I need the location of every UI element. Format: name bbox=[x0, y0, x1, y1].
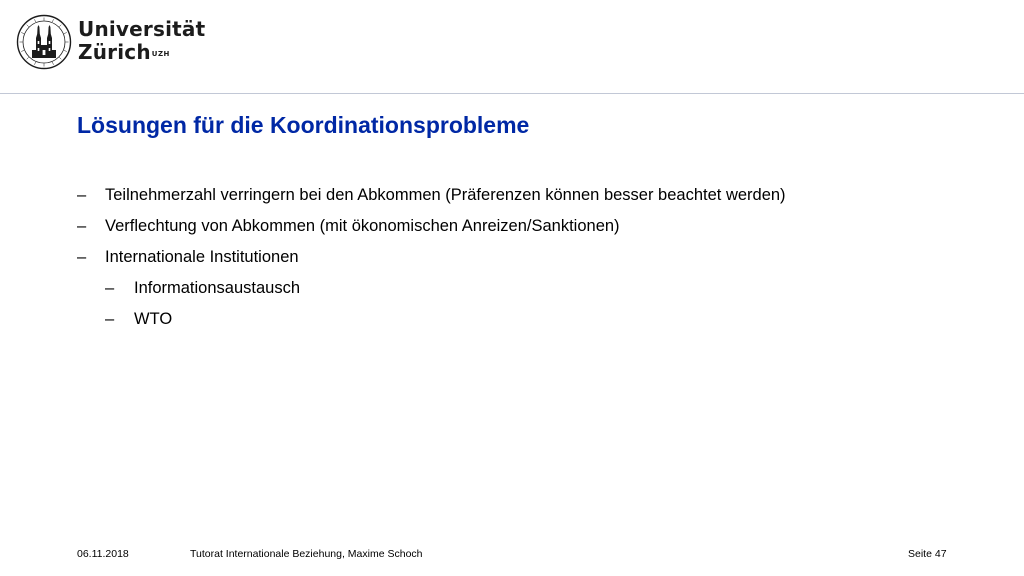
footer-date: 06.11.2018 bbox=[77, 548, 129, 560]
logo-wordmark bbox=[78, 18, 205, 64]
bullet-text: Informationsaustausch bbox=[134, 279, 301, 297]
bullet-marker: – bbox=[77, 248, 87, 266]
bullet-marker: – bbox=[77, 186, 87, 204]
bullet-text: Verflechtung von Abkommen (mit ökonomischen Anreizen/Sanktionen) bbox=[105, 217, 620, 235]
header-divider bbox=[0, 93, 1024, 94]
logo-line-zuerich bbox=[78, 41, 205, 64]
university-seal-icon bbox=[16, 14, 72, 70]
bullet-marker: – bbox=[77, 217, 87, 235]
bullet-text: Internationale Institutionen bbox=[105, 248, 299, 266]
bullet-marker: – bbox=[105, 310, 115, 328]
bullet-marker: – bbox=[105, 279, 115, 297]
logo-uzh-superscript: UZH bbox=[151, 50, 170, 58]
logo-zuerich-text: Zürich bbox=[78, 40, 151, 64]
footer-presentation-info: Tutorat Internationale Beziehung, Maxime Schoch bbox=[190, 548, 423, 560]
logo-line-universitaet: Universität bbox=[78, 17, 206, 41]
bullet-text: WTO bbox=[134, 310, 173, 328]
university-logo bbox=[16, 14, 206, 74]
bullet-text: Teilnehmerzahl verringern bei den Abkommen (Präferenzen können besser beachtet werden) bbox=[105, 186, 786, 204]
footer-page-number: Seite 47 bbox=[908, 548, 947, 560]
slide-title: Lösungen für die Koordinationsprobleme bbox=[77, 112, 530, 138]
